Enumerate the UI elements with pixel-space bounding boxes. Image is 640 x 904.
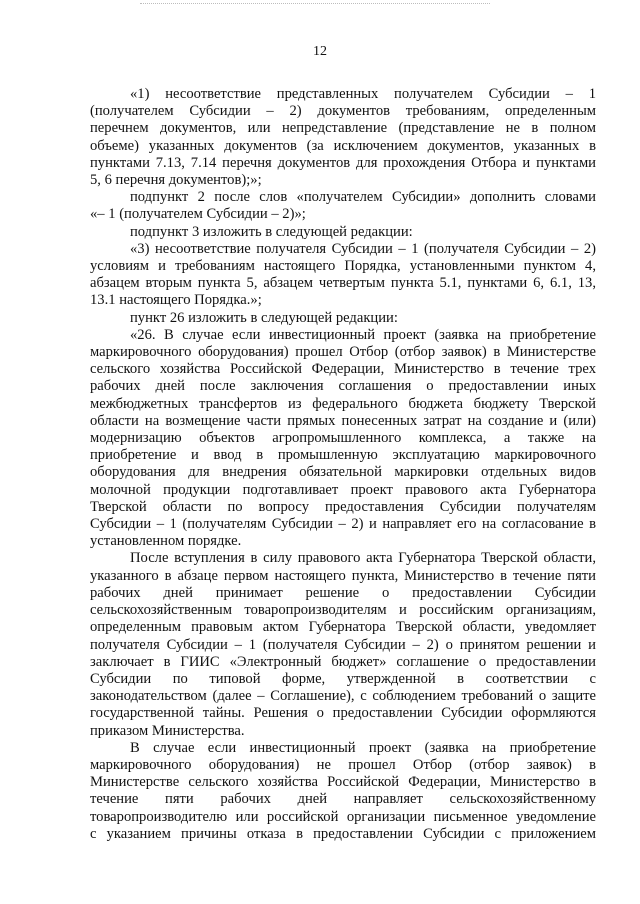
text-line: маркировочного оборудования) не прошел Отбор (отбор заявок) в	[90, 756, 596, 773]
page-number: 12	[313, 44, 327, 59]
text-line: абзацем вторым пункта 5, абзацем четвертым пункта 5.1, пунктами 6, 6.1, 13,	[90, 275, 596, 292]
text-line: рабочих дней после заключения соглашения о предоставлении иных	[90, 378, 596, 395]
text-line: получателя Субсидии – 1 (получателя Субсидии – 2) о принятом решении и	[90, 636, 596, 653]
text-line: государственной тайны. Решения о предоставлении Субсидии оформляются	[90, 705, 596, 722]
text-line: Тверской области по вопросу предоставления Субсидии получателям	[90, 498, 596, 515]
scan-artifact-top	[140, 3, 490, 5]
text-line: товаропроизводителю или российской организации письменное уведомление	[90, 808, 596, 825]
text-line: установленном порядке.	[90, 533, 242, 550]
text-line: заключает в ГИИС «Электронный бюджет» соглашение о предоставлении	[90, 653, 596, 670]
text-line: законодательством (далее – Соглашение), с соблюдением требований о защите	[90, 688, 596, 705]
text-line: подпункт 3 изложить в следующей редакции:	[130, 223, 413, 240]
text-line: молочной продукции подготавливает проект правового акта Губернатора	[90, 481, 596, 498]
document-body	[90, 86, 596, 843]
text-line: В случае если инвестиционный проект (заявка на приобретение	[130, 739, 596, 756]
text-line: маркировочного оборудования) прошел Отбор (отбор заявок) в Министерстве	[90, 344, 596, 361]
text-line: «26. В случае если инвестиционный проект (заявка на приобретение	[130, 326, 596, 343]
text-line: объеме) указанных документов (за исключением документов, указанных в	[90, 137, 596, 154]
text-line: межбюджетных трансфертов из федерального бюджета бюджету Тверской	[90, 395, 596, 412]
text-line: условиям и требованиям настоящего Порядка, установленными пунктом 4,	[90, 258, 596, 275]
text-line: с указанием причины отказа в предоставлении Субсидии с приложением	[90, 825, 596, 842]
text-line: Министерстве сельского хозяйства Российской Федерации, Министерство в	[90, 774, 596, 791]
text-line: 5, 6 перечня документов);»;	[90, 172, 262, 189]
text-line: 13.1 настоящего Порядка.»;	[90, 292, 262, 309]
text-line: модернизацию объектов агропромышленного комплекса, а также на	[90, 430, 596, 447]
text-line: подпункт 2 после слов «получателем Субсидии» дополнить словами	[130, 189, 596, 206]
text-line: пункт 26 изложить в следующей редакции:	[130, 309, 398, 326]
text-line: (получателем Субсидии – 2) документов требованиям, определенным	[90, 103, 596, 120]
text-line: течение пяти рабочих дней направляет сельскохозяйственному	[90, 791, 596, 808]
text-line: «3) несоответствие получателя Субсидии – 1 (получателя Субсидии – 2)	[130, 240, 596, 257]
text-line: пунктами 7.13, 7.14 перечня документов для прохождения Отбора и пунктами	[90, 154, 596, 171]
text-line: приобретение и ввод в промышленную эксплуатацию маркировочного	[90, 447, 596, 464]
text-line: «– 1 (получателем Субсидии – 2)»;	[90, 206, 306, 223]
text-line: рабочих дней принимает решение о предоставлении Субсидии	[90, 584, 596, 601]
text-line: указанного в абзаце первом настоящего пункта, Министерство в течение пяти	[90, 567, 596, 584]
text-line: определенным правовым актом Губернатора Тверской области, уведомляет	[90, 619, 596, 636]
text-line: После вступления в силу правового акта Губернатора Тверской области,	[130, 550, 596, 567]
text-line: области на возмещение части прямых понесенных затрат на создание и (или)	[90, 412, 596, 429]
text-line: оборудования для внедрения обязательной маркировки отдельных видов	[90, 464, 596, 481]
text-line: сельского хозяйства Российской Федерации, Министерство в течение трех	[90, 361, 596, 378]
text-line: Субсидии – 1 (получателям Субсидии – 2) и направляет его на согласование в	[90, 516, 596, 533]
text-line: сельскохозяйственным товаропроизводителям и российским организациям,	[90, 602, 596, 619]
text-line: приказом Министерства.	[90, 722, 245, 739]
text-line: перечнем документов, или непредставление (представление не в полном	[90, 120, 596, 137]
text-line: «1) несоответствие представленных получателем Субсидии – 1	[130, 86, 596, 102]
text-line: Субсидии по типовой форме, утвержденной в соответствии с	[90, 670, 596, 687]
